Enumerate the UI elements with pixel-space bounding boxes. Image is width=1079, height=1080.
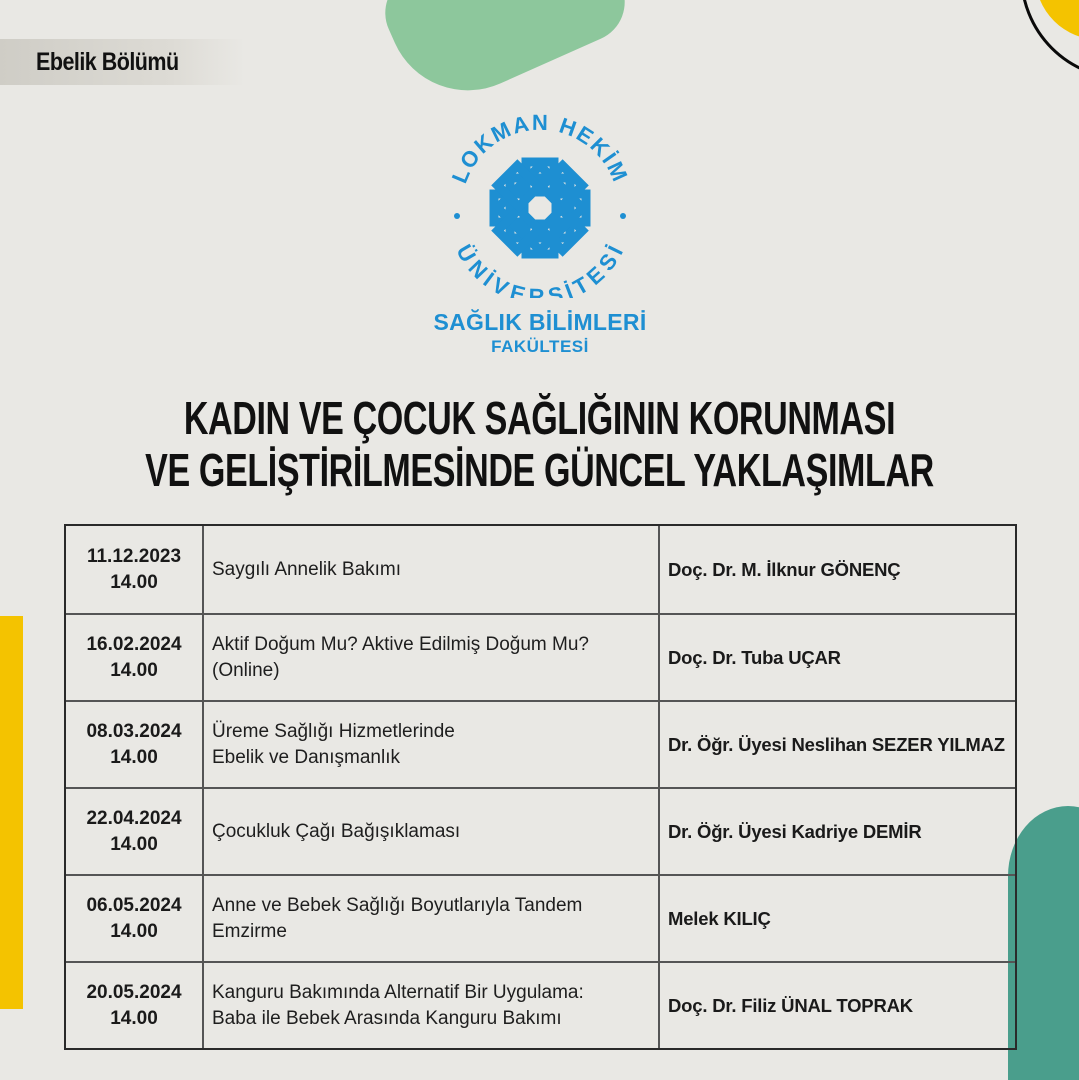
topic-line: Emzirme xyxy=(212,920,287,942)
date-cell xyxy=(66,963,204,1048)
schedule-table xyxy=(64,524,1017,1050)
title-line-1: KADIN VE ÇOCUK SAĞLIĞININ KORUNMASI xyxy=(183,392,896,444)
time: 14.00 xyxy=(110,1007,158,1029)
teal-blob-decoration xyxy=(1008,806,1079,1080)
table-row xyxy=(66,700,1015,787)
topic-cell xyxy=(204,702,660,787)
table-row xyxy=(66,787,1015,874)
date: 08.03.2024 xyxy=(86,720,182,742)
logo-arc-bottom: ÜNİVERSİTESİ xyxy=(451,240,629,298)
date: 11.12.2023 xyxy=(86,545,182,567)
topic-line: Kanguru Bakımında Alternatif Bir Uygulama: xyxy=(212,981,584,1003)
speaker-cell: Doç. Dr. Filiz ÜNAL TOPRAK xyxy=(668,994,913,1016)
topic-cell xyxy=(204,876,660,961)
topic-line: Çocukluk Çağı Bağışıklaması xyxy=(212,820,461,842)
time: 14.00 xyxy=(110,833,158,855)
date-cell xyxy=(66,702,204,787)
date: 20.05.2024 xyxy=(86,981,182,1003)
speaker-cell: Dr. Öğr. Üyesi Kadriye DEMİR xyxy=(668,820,922,842)
topic-line: Baba ile Bebek Arasında Kanguru Bakımı xyxy=(212,1007,562,1029)
topic-cell xyxy=(204,615,660,700)
table-row xyxy=(66,613,1015,700)
topic-line: Anne ve Bebek Sağlığı Boyutlarıyla Tandem xyxy=(212,894,583,916)
faculty-line-2: FAKÜLTESİ xyxy=(491,337,589,356)
department-label xyxy=(0,39,245,85)
university-logo xyxy=(440,108,640,298)
department-text: Ebelik Bölümü xyxy=(36,47,179,76)
topic-line: (Online) xyxy=(212,659,280,681)
speaker-cell: Doç. Dr. M. İlknur GÖNENÇ xyxy=(668,558,901,580)
table-row xyxy=(66,961,1015,1048)
topic-cell xyxy=(204,789,660,874)
date: 22.04.2024 xyxy=(86,807,182,829)
page-title xyxy=(0,392,1079,496)
topic-line: Ebelik ve Danışmanlık xyxy=(212,746,400,768)
topic-cell xyxy=(204,963,660,1048)
speaker-cell: Melek KILIÇ xyxy=(668,907,771,929)
date-cell xyxy=(66,789,204,874)
time: 14.00 xyxy=(110,571,158,593)
ring-decoration xyxy=(1020,0,1079,80)
date-cell xyxy=(66,526,204,613)
time: 14.00 xyxy=(110,659,158,681)
date: 06.05.2024 xyxy=(86,894,182,916)
date-cell xyxy=(66,876,204,961)
faculty-line-1: SAĞLIK BİLİMLERİ xyxy=(433,309,647,335)
green-blob-decoration xyxy=(372,0,637,116)
faculty-name xyxy=(380,308,700,358)
title-line-2: VE GELİŞTİRİLMESİNDE GÜNCEL YAKLAŞIMLAR xyxy=(145,444,934,496)
table-row xyxy=(66,526,1015,613)
logo-emblem-icon xyxy=(440,108,640,298)
topic-line: Saygılı Annelik Bakımı xyxy=(212,558,402,580)
speaker-cell: Doç. Dr. Tuba UÇAR xyxy=(668,646,841,668)
yellow-bar-decoration xyxy=(0,616,23,1009)
time: 14.00 xyxy=(110,746,158,768)
time: 14.00 xyxy=(110,920,158,942)
date: 16.02.2024 xyxy=(86,633,182,655)
topic-cell xyxy=(204,526,660,613)
table-row xyxy=(66,874,1015,961)
topic-line: Aktif Doğum Mu? Aktive Edilmiş Doğum Mu? xyxy=(212,633,589,655)
speaker-cell: Dr. Öğr. Üyesi Neslihan SEZER YILMAZ xyxy=(668,733,1005,755)
logo-arc-top: LOKMAN HEKİM xyxy=(446,109,634,187)
date-cell xyxy=(66,615,204,700)
topic-line: Üreme Sağlığı Hizmetlerinde xyxy=(212,720,455,742)
